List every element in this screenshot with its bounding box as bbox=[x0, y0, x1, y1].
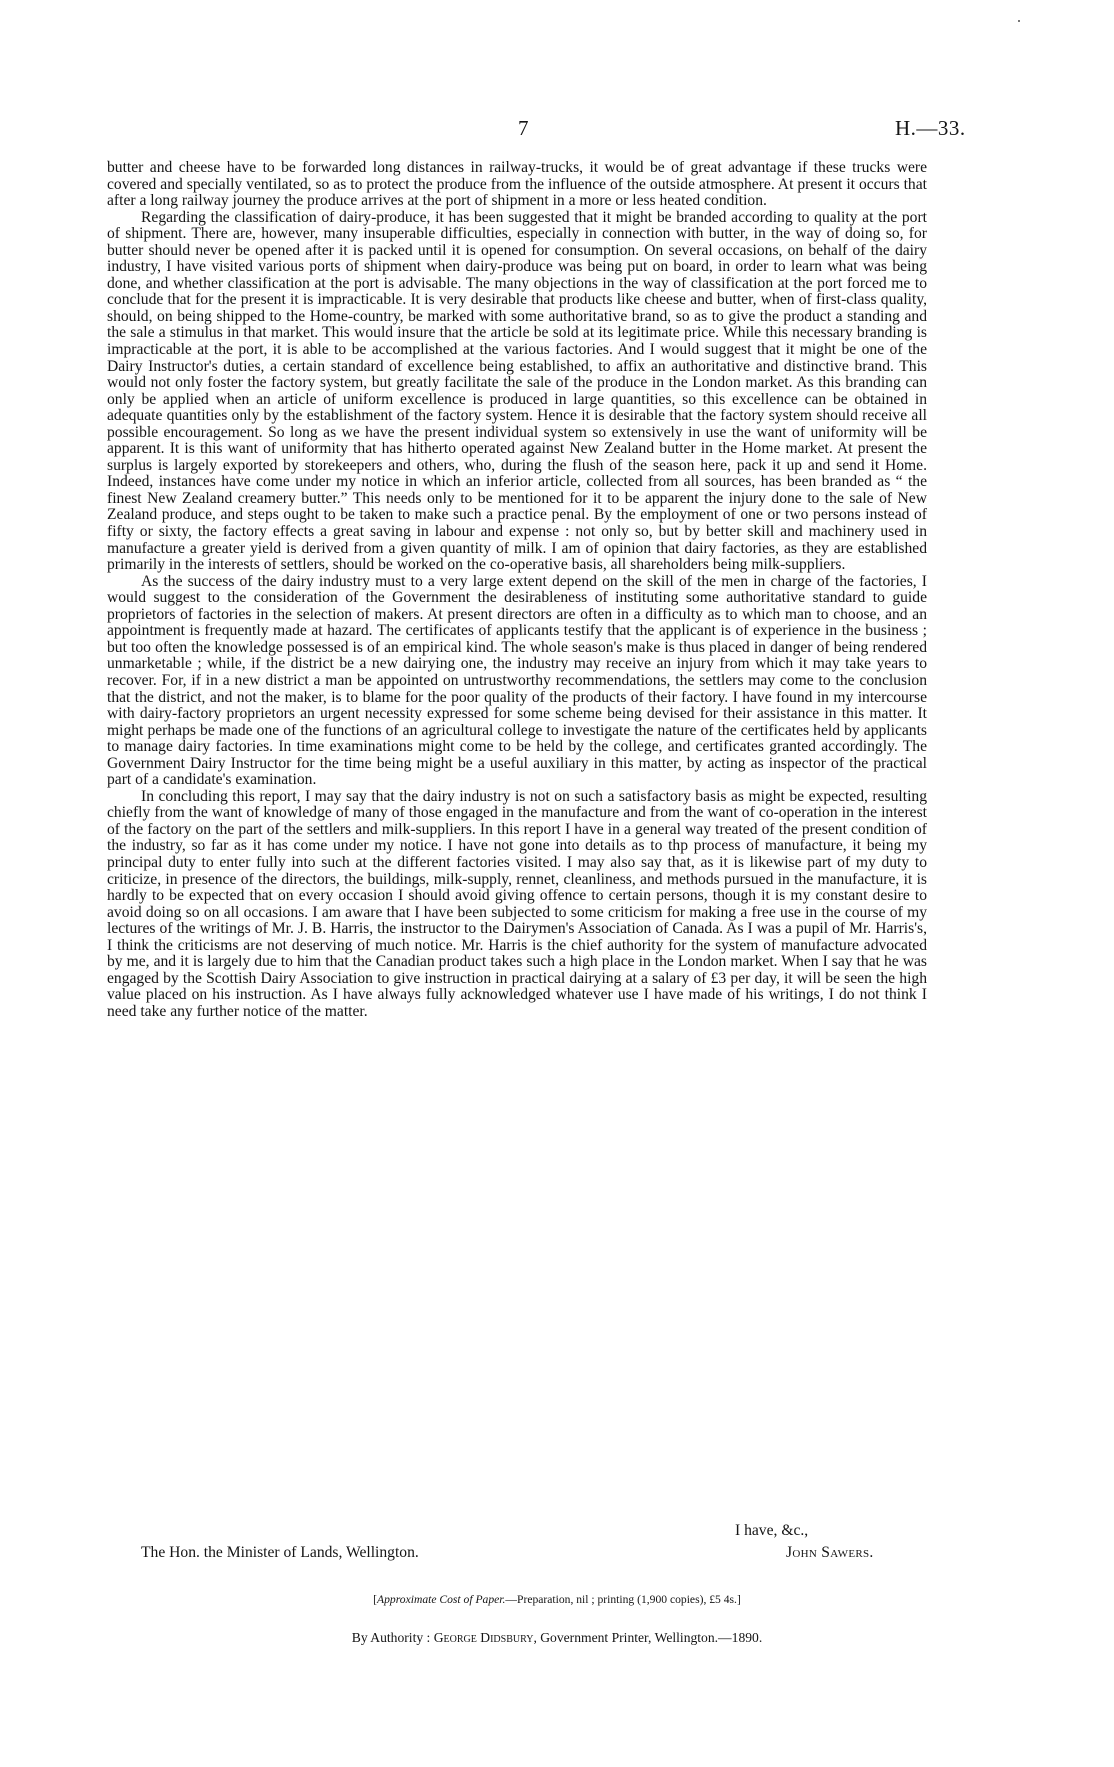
paragraph-makers-certificates: As the success of the dairy industry must to a very large extent depend on the skill of the men in charge of the factories, I would suggest to the consideration of the Government the desirableness of instituting some authoritative standard to guide proprietors of factories in the selection of makers. At present directors are often in a difficulty as to which man to choose, and an appointment is frequently made at hazard. The certificates of applicants testify that the applicant is of experience in the business ; but too often the knowledge possessed is of an empirical kind. The whole season's make is thus placed in danger of being rendered unmarketable ; while, if the district be a new dairying one, the industry may receive an injury from which it may take years to recover. For, if in a new district a man be appointed on untrustworthy recommendations, the settlers may come to the conclusion that the district, and not the maker, is to blame for the poor quality of the products of their factory. I have found in my intercourse with dairy-factory proprietors an urgent necessity expressed for some scheme being devised for their assistance in this matter. It might perhaps be made one of the functions of an agricultural college to investigate the nature of the certificates held by applicants to manage dairy factories. In time examinations might come to be held by the college, and certificates granted accordingly. The Government Dairy Instructor for the time being might be a useful auxiliary in this matter, by acting as inspector of the practical part of a candidate's examination. bbox=[107, 572, 927, 789]
printer-prefix: By Authority : bbox=[351, 1630, 434, 1645]
paragraph-classification: Regarding the classification of dairy-produce, it has been suggested that it might be branded according to quality at the port of shipment. There are, however, many insuperable difficulties, especially in connection with butter, in the way of doing so, for butter should never be opened after it is packed until it is opened for consumption. On several occasions, on behalf of the dairy industry, I have visited various ports of shipment when dairy-produce was being put on board, in order to learn what was being done, and whether classification at the port is advisable. The many objections in the way of classification at the port forced me to conclude that for the present it is impracticable. It is very desirable that products like cheese and butter, when of first-class quality, should, on being shipped to the Home-country, be marked with some authoritative brand, so as to give the product a standing and the sale a stimulus in that market. This would insure that the article be sold at its legitimate price. While this necessary branding is impracticable at the port, it is able to be accomplished at the various factories. And I would suggest that it might be one of the Dairy Instructor's duties, a certain standard of excellence being established, to affix an authoritative and distinctive brand. This would not only foster the factory system, but greatly facilitate the sale of the produce in the London market. As this branding can only be applied when an article of uniform excellence is produced in large quantities, so this excellence can be obtained in adequate quantities only by the establishment of the factory system. Hence it is desirable that the factory system should receive all possible encouragement. So long as we have the present individual system so extensively in use the want of uniformity will be apparent. It is this want of uniformity that has hitherto operated against New Zealand butter in the Home market. At present the surplus is largely exported by storekeepers and others, who, during the flush of the season here, pack it up and send it Home. Indeed, instances have come under my notice in which an inferior article, collected from all sources, has been branded as “ the finest New Zealand creamery butter.” This needs only to be mentioned for it to be apparent the injury done to the sale of New Zealand produce, and steps ought to be taken to make such a practice penal. By the employment of one or two persons instead of fifty or sixty, the factory effects a great saving in labour and expense : not only so, but by better skill and machinery used in manufacture a greater yield is derived from a given quantity of milk. I am of opinion that dairy factories, as they are established primarily in the interests of settlers, should be worked on the co-operative basis, all shareholders being milk-suppliers. bbox=[107, 208, 927, 574]
scan-speck bbox=[1018, 20, 1020, 22]
printer-suffix: , Government Printer, Wellington.—1890. bbox=[533, 1630, 763, 1645]
report-body bbox=[107, 160, 927, 1020]
cost-note-label: Approximate Cost of Paper. bbox=[377, 1593, 506, 1606]
page-header bbox=[0, 116, 1114, 146]
printer-name: George Didsbury bbox=[433, 1630, 534, 1645]
printer-imprint bbox=[0, 1630, 1114, 1646]
page-number: 7 bbox=[518, 116, 529, 140]
cost-note-details: —Preparation, nil ; printing (1,900 copies), £5 4s. bbox=[505, 1593, 737, 1606]
cost-note: [Approximate Cost of Paper.—Preparation, nil ; printing (1,900 copies), £5 4s.] bbox=[373, 1593, 741, 1606]
document-reference: H.—33. bbox=[895, 116, 966, 140]
signoff-greeting: I have, &c., bbox=[735, 1522, 809, 1539]
paragraph-railway-trucks: butter and cheese have to be forwarded long distances in railway-trucks, it would be of great advantage if these trucks were covered and specially ventilated, so as to protect the produce from the influence of the outside atmosphere. At present it occurs that after a long railway journey the produce arrives at the port of shipment in a more or less heated condition. bbox=[107, 159, 927, 210]
addressee: The Hon. the Minister of Lands, Wellington. bbox=[141, 1544, 419, 1561]
signoff-block bbox=[107, 1522, 927, 1566]
author-signature: John Sawers. bbox=[786, 1544, 874, 1561]
paragraph-conclusion: In concluding this report, I may say that the dairy industry is not on such a satisfactory basis as might be expected, resulting chiefly from the want of knowledge of many of those engaged in the manufacture and from the want of co-operation in the interest of the factory on the part of the settlers and milk-suppliers. In this report I have in a general way treated of the present condition of the industry, so far as it has come under my notice. I have not gone into details as to thp process of manufacture, it being my principal duty to enter fully into such at the different factories visited. I may also say that, as it is likewise part of my duty to criticize, in presence of the directors, the buildings, milk-supply, rennet, cleanliness, and methods pursued in the manufacture, it is hardly to be expected that on every occasion I should avoid giving offence to certain persons, though it is my constant desire to avoid doing so on all occasions. I am aware that I have been subjected to some criticism for making a free use in the course of my lectures of the writings of Mr. J. B. Harris, the instructor to the Dairymen's Association of Canada. As I was a pupil of Mr. Harris's, I think the criticisms are not deserving of much notice. Mr. Harris is the chief authority for the system of manufacture advocated by me, and it is largely due to him that the Canadian product takes such a high place in the London market. When I say that he was engaged by the Scottish Dairy Association to give instruction in practical dairying at a salary of £3 per day, it will be seen the high value placed on his instruction. As I have always fully acknowledged whatever use I have made of his writings, I do not think I need take any further notice of the matter. bbox=[107, 787, 927, 1020]
